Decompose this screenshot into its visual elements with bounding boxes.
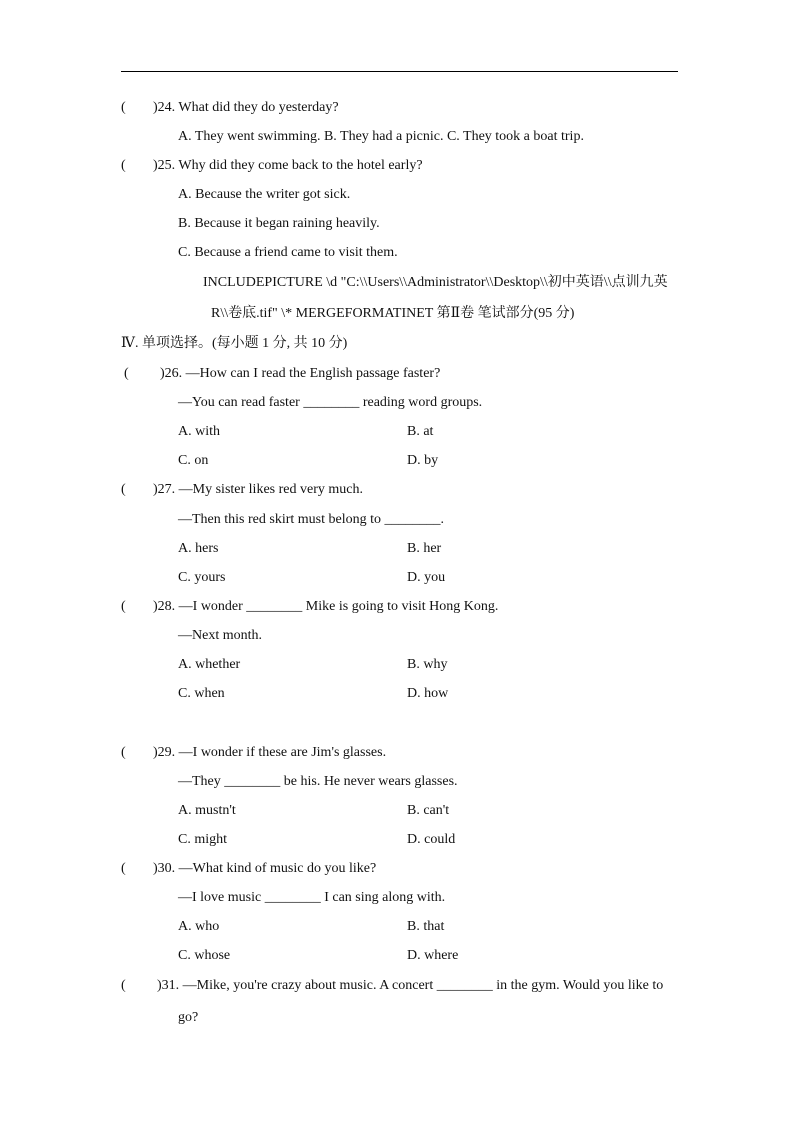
q28-option-d: D. how xyxy=(407,686,449,701)
q26-stem-line xyxy=(124,365,440,383)
q31-stem-continued: go? xyxy=(178,1010,199,1025)
answer-bracket: ( xyxy=(121,482,126,497)
question-stem: )25. Why did they come back to the hotel early? xyxy=(153,158,423,173)
q27-option-a: A. hers xyxy=(178,541,219,556)
q28-option-a: A. whether xyxy=(178,657,241,672)
q31-stem-line xyxy=(121,977,663,995)
q30-option-b: B. that xyxy=(407,919,445,934)
question-stem: )31. —Mike, you're crazy about music. A concert ________ in the gym. Would you like to xyxy=(157,978,664,993)
q26-option-a: A. with xyxy=(178,424,220,439)
question-stem: )27. —My sister likes red very much. xyxy=(153,482,363,497)
q30-option-d: D. where xyxy=(407,948,459,963)
section-heading: Ⅳ. 单项选择。(每小题 1 分, 共 10 分) xyxy=(121,336,348,351)
q27-stem-line xyxy=(121,481,363,499)
answer-bracket: ( xyxy=(121,158,126,173)
q29-option-d: D. could xyxy=(407,832,456,847)
q26-option-c: C. on xyxy=(178,453,209,468)
q25-option-b: B. Because it began raining heavily. xyxy=(178,216,380,231)
q28-stem-line xyxy=(121,598,498,616)
q27-option-d: D. you xyxy=(407,570,446,585)
q30-option-c: C. whose xyxy=(178,948,231,963)
q29-stem-line xyxy=(121,744,386,762)
q25-option-c: C. Because a friend came to visit them. xyxy=(178,245,398,260)
q25-stem-line xyxy=(121,157,423,175)
q26-option-d: D. by xyxy=(407,453,439,468)
question-stem: )30. —What kind of music do you like? xyxy=(153,861,377,876)
q29-reply: —They ________ be his. He never wears glasses. xyxy=(178,774,458,789)
answer-bracket: ( xyxy=(121,599,126,614)
q29-option-a: A. mustn't xyxy=(178,803,236,818)
q26-option-b: B. at xyxy=(407,424,434,439)
q28-reply: —Next month. xyxy=(178,628,262,643)
question-stem: )26. —How can I read the English passage faster? xyxy=(160,366,441,381)
answer-bracket: ( xyxy=(121,100,126,115)
header-rule xyxy=(121,71,678,72)
q27-option-b: B. her xyxy=(407,541,442,556)
question-stem: )24. What did they do yesterday? xyxy=(153,100,339,115)
field-code-line-1: INCLUDEPICTURE \d "C:\\Users\\Administrator\\Desktop\\初中英语\\点训九英 xyxy=(203,275,668,290)
q30-stem-line xyxy=(121,860,376,878)
q29-option-b: B. can't xyxy=(407,803,450,818)
field-code-line-2: R\\卷底.tif" \* MERGEFORMATINET 第Ⅱ卷 笔试部分(95 分) xyxy=(211,306,575,321)
q29-option-c: C. might xyxy=(178,832,228,847)
q27-reply: —Then this red skirt must belong to ________. xyxy=(178,512,444,527)
q28-option-b: B. why xyxy=(407,657,448,672)
answer-bracket: ( xyxy=(121,861,126,876)
q28-option-c: C. when xyxy=(178,686,225,701)
q24-stem-line xyxy=(121,99,339,117)
answer-bracket: ( xyxy=(121,978,126,993)
q27-option-c: C. yours xyxy=(178,570,226,585)
question-stem: )28. —I wonder ________ Mike is going to visit Hong Kong. xyxy=(153,599,499,614)
answer-bracket: ( xyxy=(124,366,129,381)
question-stem: )29. —I wonder if these are Jim's glasses. xyxy=(153,745,387,760)
q30-reply: —I love music ________ I can sing along with. xyxy=(178,890,446,905)
q30-option-a: A. who xyxy=(178,919,220,934)
answer-bracket: ( xyxy=(121,745,126,760)
q25-option-a: A. Because the writer got sick. xyxy=(178,187,351,202)
q26-reply: —You can read faster ________ reading word groups. xyxy=(178,395,483,410)
q24-options: A. They went swimming. B. They had a picnic. C. They took a boat trip. xyxy=(178,129,584,144)
